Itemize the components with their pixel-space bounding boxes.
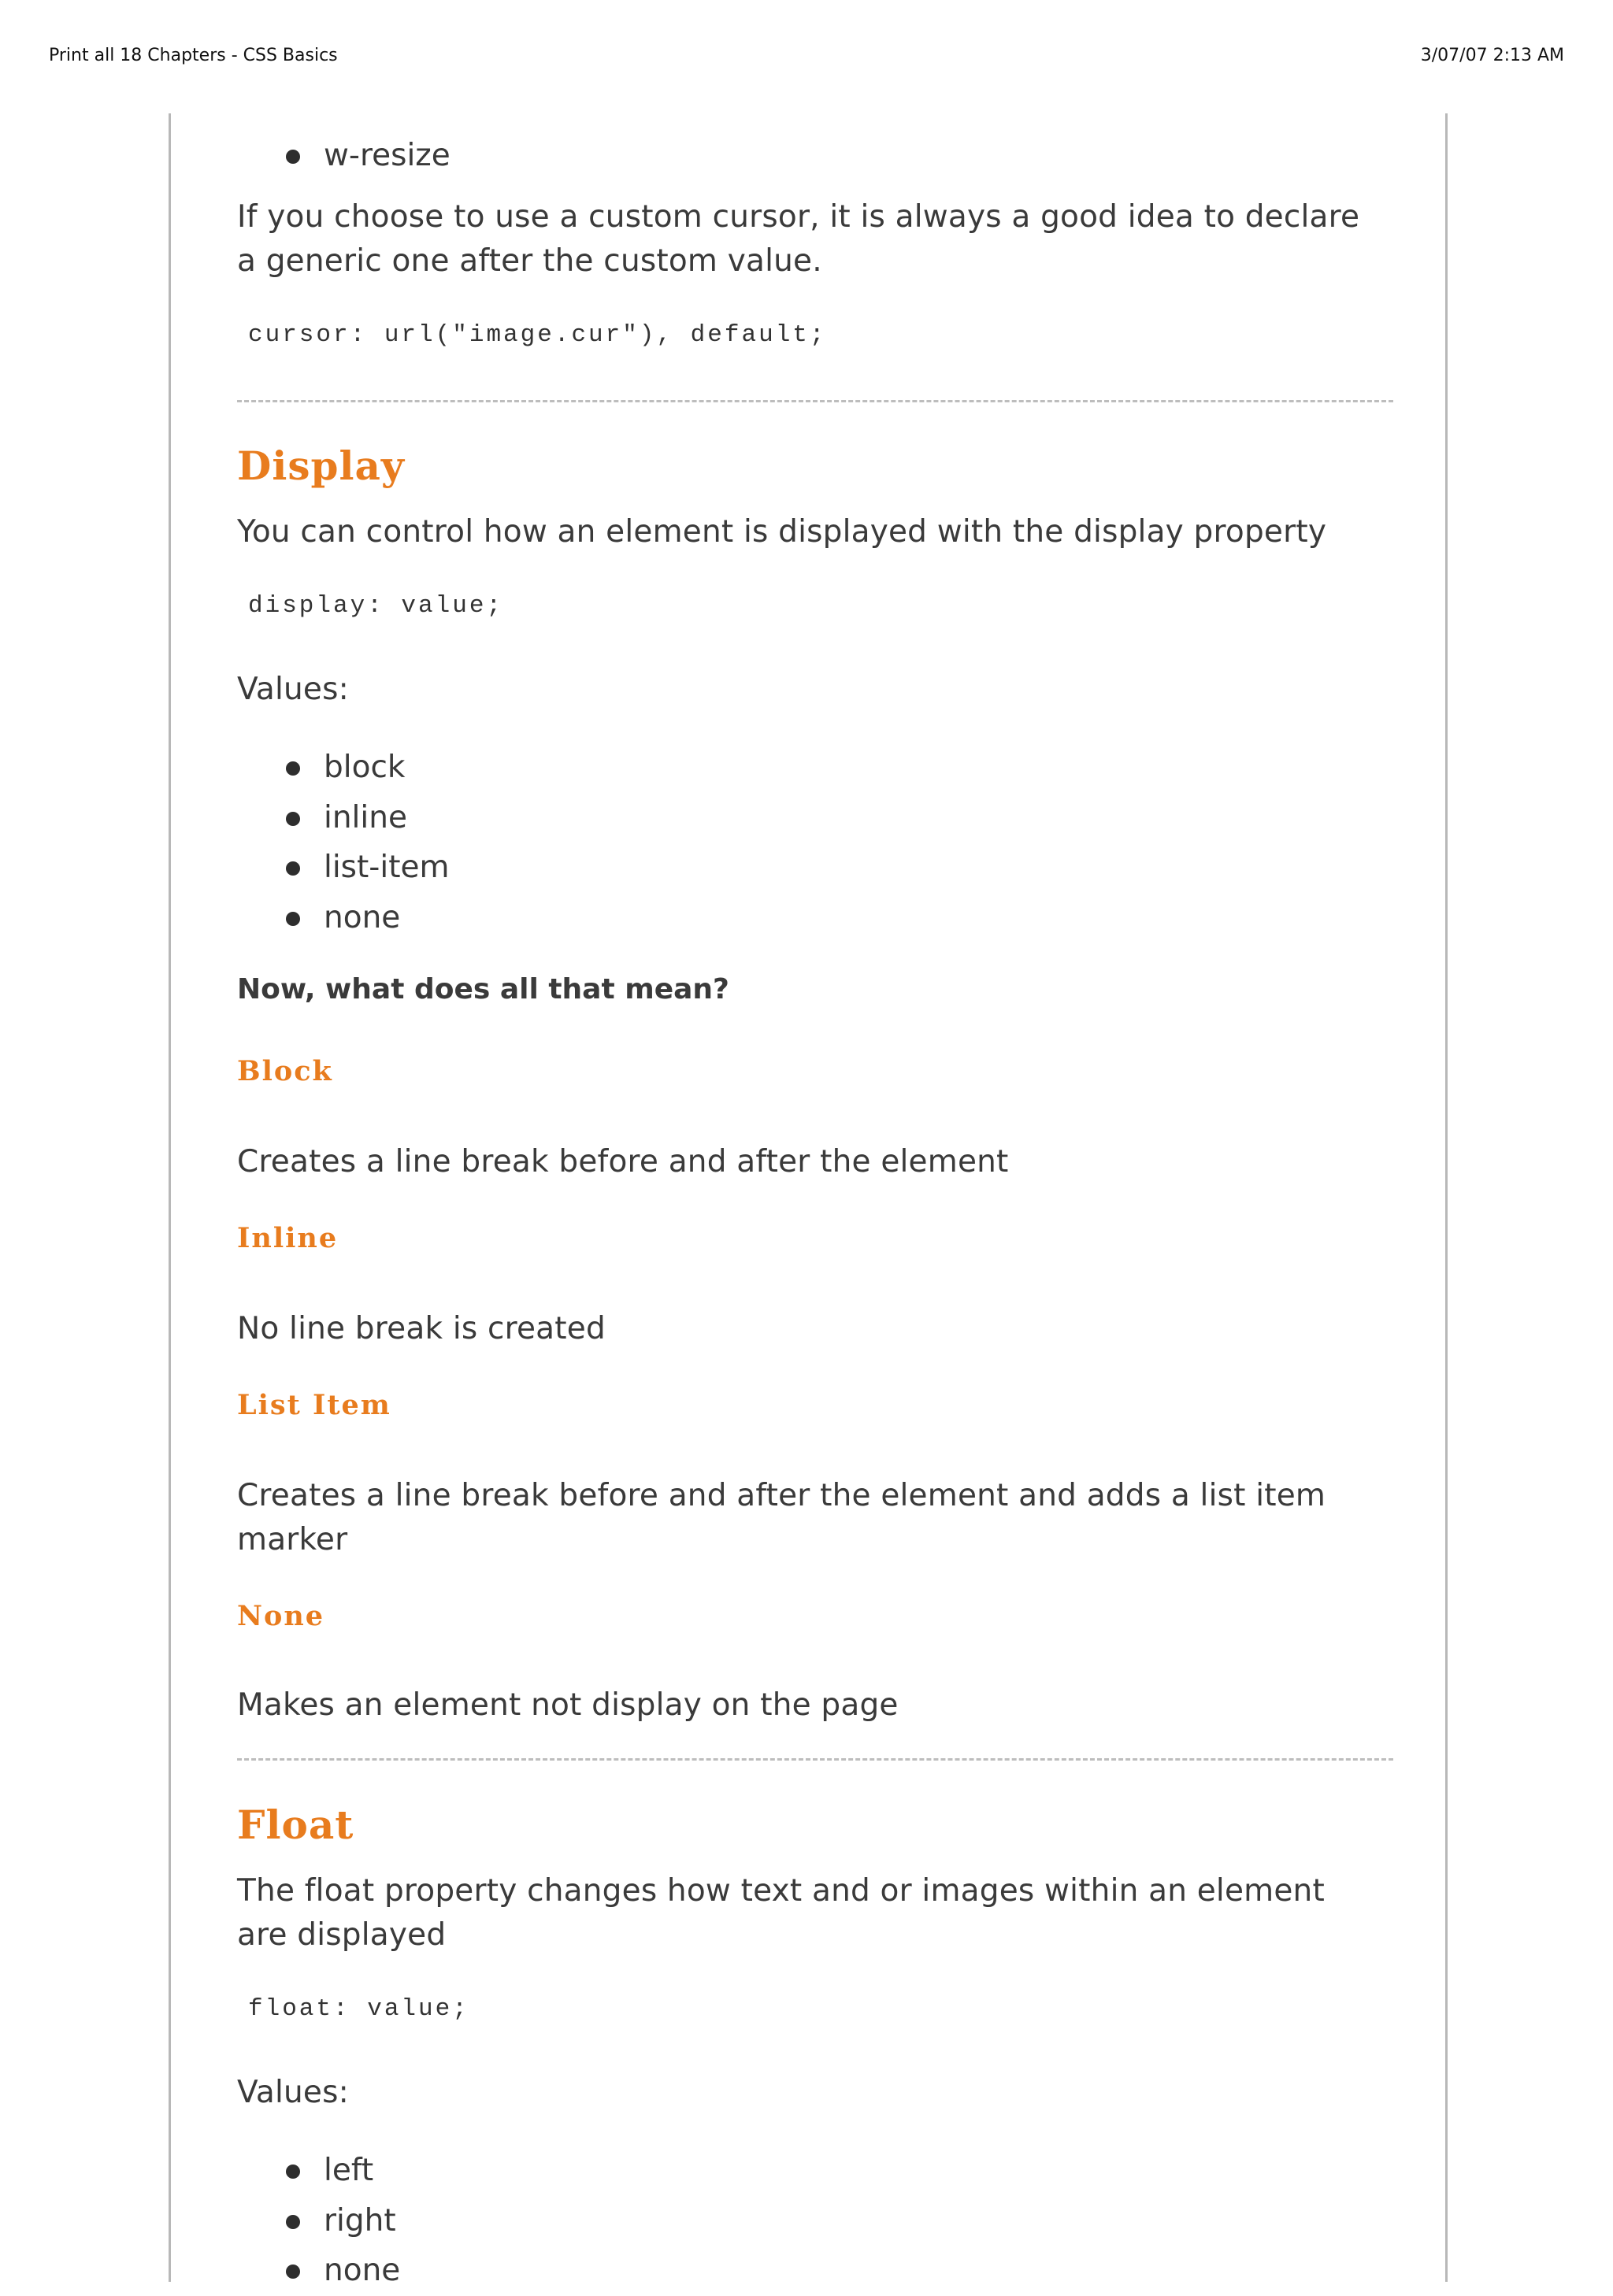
list-item: none [237, 893, 449, 943]
values-label: Values: [237, 2075, 349, 2110]
list-item: inline [237, 793, 449, 843]
print-header-title: Print all 18 Chapters - CSS Basics [49, 46, 338, 65]
subheading-list-item: List Item [237, 1389, 391, 1421]
section-divider [237, 1758, 1393, 1761]
cursor-values-tail [237, 131, 451, 181]
list-item: w-resize [237, 131, 451, 181]
values-label: Values: [237, 672, 349, 707]
print-header-timestamp: 3/07/07 2:13 AM [1420, 46, 1564, 65]
section-heading-display: Display [237, 443, 405, 489]
paragraph: If you choose to use a custom cursor, it is always a good idea to declare a generic one after the custom value. [237, 199, 1360, 279]
section-divider [237, 400, 1393, 402]
paragraph: Creates a line break before and after the element and adds a list item marker [237, 1478, 1326, 1557]
code-sample: cursor: url("image.cur"), default; [248, 321, 827, 349]
paragraph: No line break is created [237, 1311, 606, 1346]
list-item: left [237, 2146, 400, 2196]
section-heading-float: Float [237, 1802, 354, 1848]
list-item: list-item [237, 842, 449, 893]
paragraph: The float property changes how text and or images within an element are displayed [237, 1873, 1325, 1953]
content-frame [169, 113, 1448, 2288]
question-heading: Now, what does all that mean? [237, 973, 729, 1005]
code-sample: display: value; [248, 592, 504, 620]
list-item: right [237, 2196, 400, 2246]
subheading-none: None [237, 1600, 325, 1632]
subheading-inline: Inline [237, 1222, 339, 1254]
list-item: none [237, 2246, 400, 2296]
display-values-list [237, 742, 449, 942]
paragraph: You can control how an element is displayed with the display property [237, 514, 1327, 550]
list-item: block [237, 742, 449, 793]
float-values-list [237, 2146, 400, 2296]
paragraph: Creates a line break before and after the element [237, 1144, 1009, 1179]
print-header [49, 46, 1564, 72]
code-sample: float: value; [248, 1995, 469, 2023]
subheading-block: Block [237, 1055, 333, 1087]
paragraph: Makes an element not display on the page [237, 1687, 899, 1723]
